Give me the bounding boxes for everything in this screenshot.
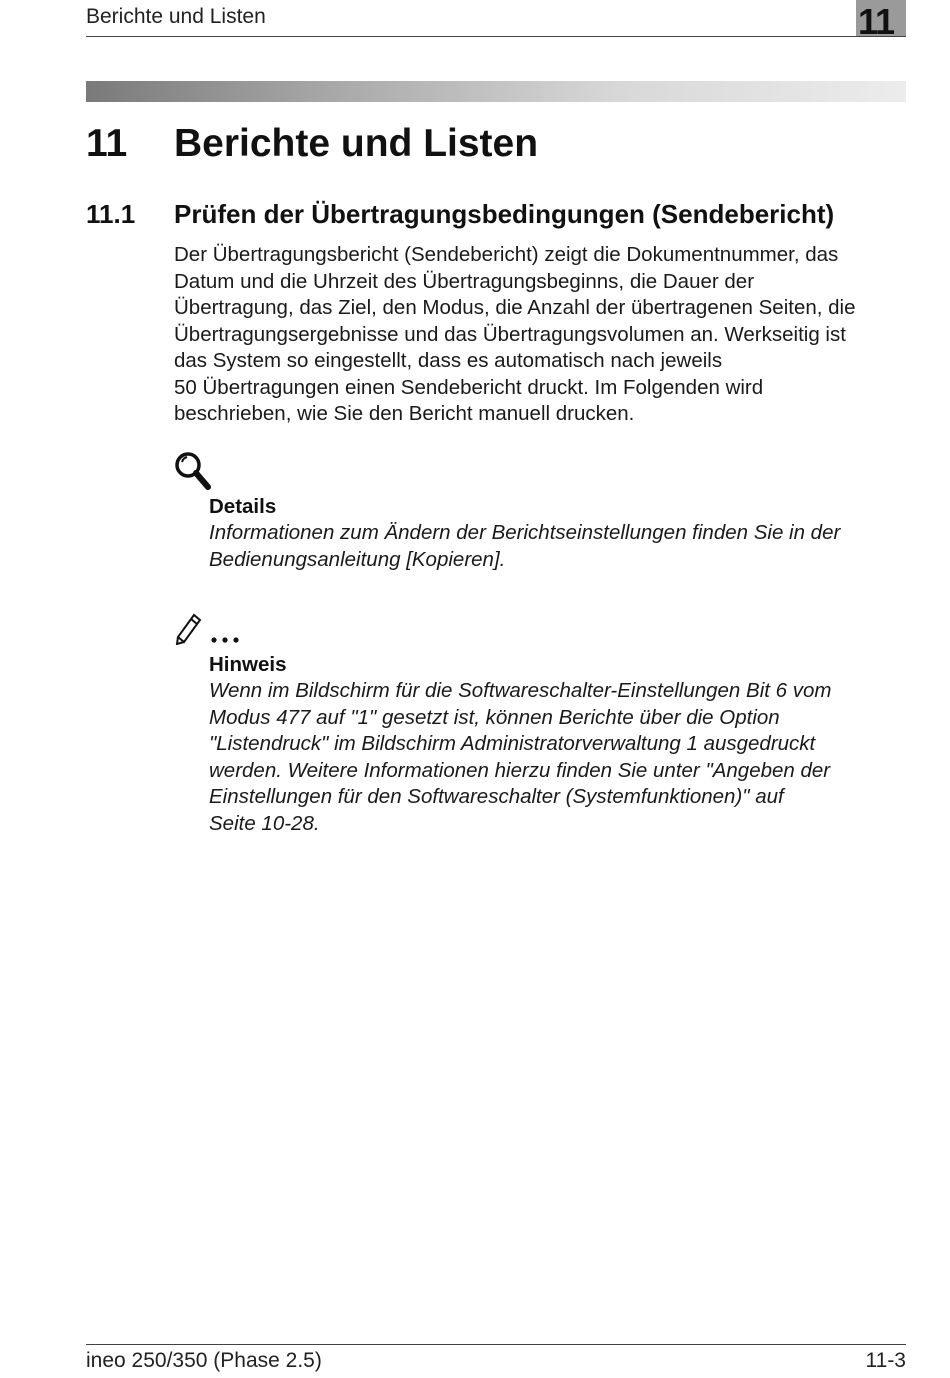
- chapter-badge: [856, 0, 906, 42]
- note-line: Wenn im Bildschirm für die Softwareschalter-Einstellungen Bit 6 vom: [209, 679, 832, 702]
- section-number: 11.1: [86, 199, 136, 229]
- body-line: Übertragung, das Ziel, den Modus, die Anzahl der übertragenen Seiten, die: [174, 296, 856, 319]
- hinweis-note-title: Hinweis: [209, 653, 287, 676]
- pencil-note-icon: [174, 611, 246, 645]
- body-line: das System so eingestellt, dass es automatisch nach jeweils: [174, 349, 723, 372]
- hinweis-note: [209, 652, 909, 837]
- note-line: "Listendruck" im Bildschirm Administratorverwaltung 1 ausgedruckt: [209, 732, 816, 755]
- body-line: Übertragungsergebnisse und das Übertragungsvolumen an. Werkseitig ist: [174, 322, 846, 346]
- note-line: Modus 477 auf "1" gesetzt ist, können Berichte über die Option: [209, 705, 780, 729]
- section-body: [174, 242, 904, 428]
- decorative-gradient-bar: [86, 81, 906, 102]
- chapter-number: 11: [86, 122, 128, 165]
- body-line: 50 Übertragungen einen Sendebericht druckt. Im Folgenden wird: [174, 375, 764, 399]
- footer-page-number: 11-3: [865, 1349, 906, 1372]
- header-rule: [86, 36, 906, 37]
- footer-product-name: ineo 250/350 (Phase 2.5): [86, 1349, 322, 1372]
- note-line: Einstellungen für den Softwareschalter (Systemfunktionen)" auf: [209, 785, 784, 808]
- chapter-badge-number: 11: [858, 1, 895, 42]
- chapter-title: Berichte und Listen: [174, 122, 539, 165]
- details-note-title: Details: [209, 495, 277, 518]
- hinweis-note-text: [209, 678, 909, 837]
- note-line: Informationen zum Ändern der Berichtseinstellungen finden Sie in der: [209, 521, 841, 544]
- footer-rule: [86, 1344, 906, 1345]
- body-line: Datum und die Uhrzeit des Übertragungsbeginns, die Dauer der: [174, 269, 755, 293]
- note-line: Bedienungsanleitung [Kopieren].: [209, 547, 506, 571]
- body-line: Der Übertragungsbericht (Sendebericht) zeigt die Dokumentnummer, das: [174, 243, 839, 266]
- note-line: werden. Weitere Informationen hierzu finden Sie unter "Angeben der: [209, 758, 831, 782]
- body-line: beschrieben, wie Sie den Bericht manuell drucken.: [174, 402, 635, 425]
- section-title: Prüfen der Übertragungsbedingungen (Sendebericht): [174, 199, 835, 229]
- note-line: Seite 10-28.: [209, 811, 320, 835]
- details-note-text: [209, 520, 909, 573]
- magnifier-icon: [174, 451, 212, 491]
- running-header-title: Berichte und Listen: [86, 5, 266, 28]
- details-note: [209, 494, 909, 573]
